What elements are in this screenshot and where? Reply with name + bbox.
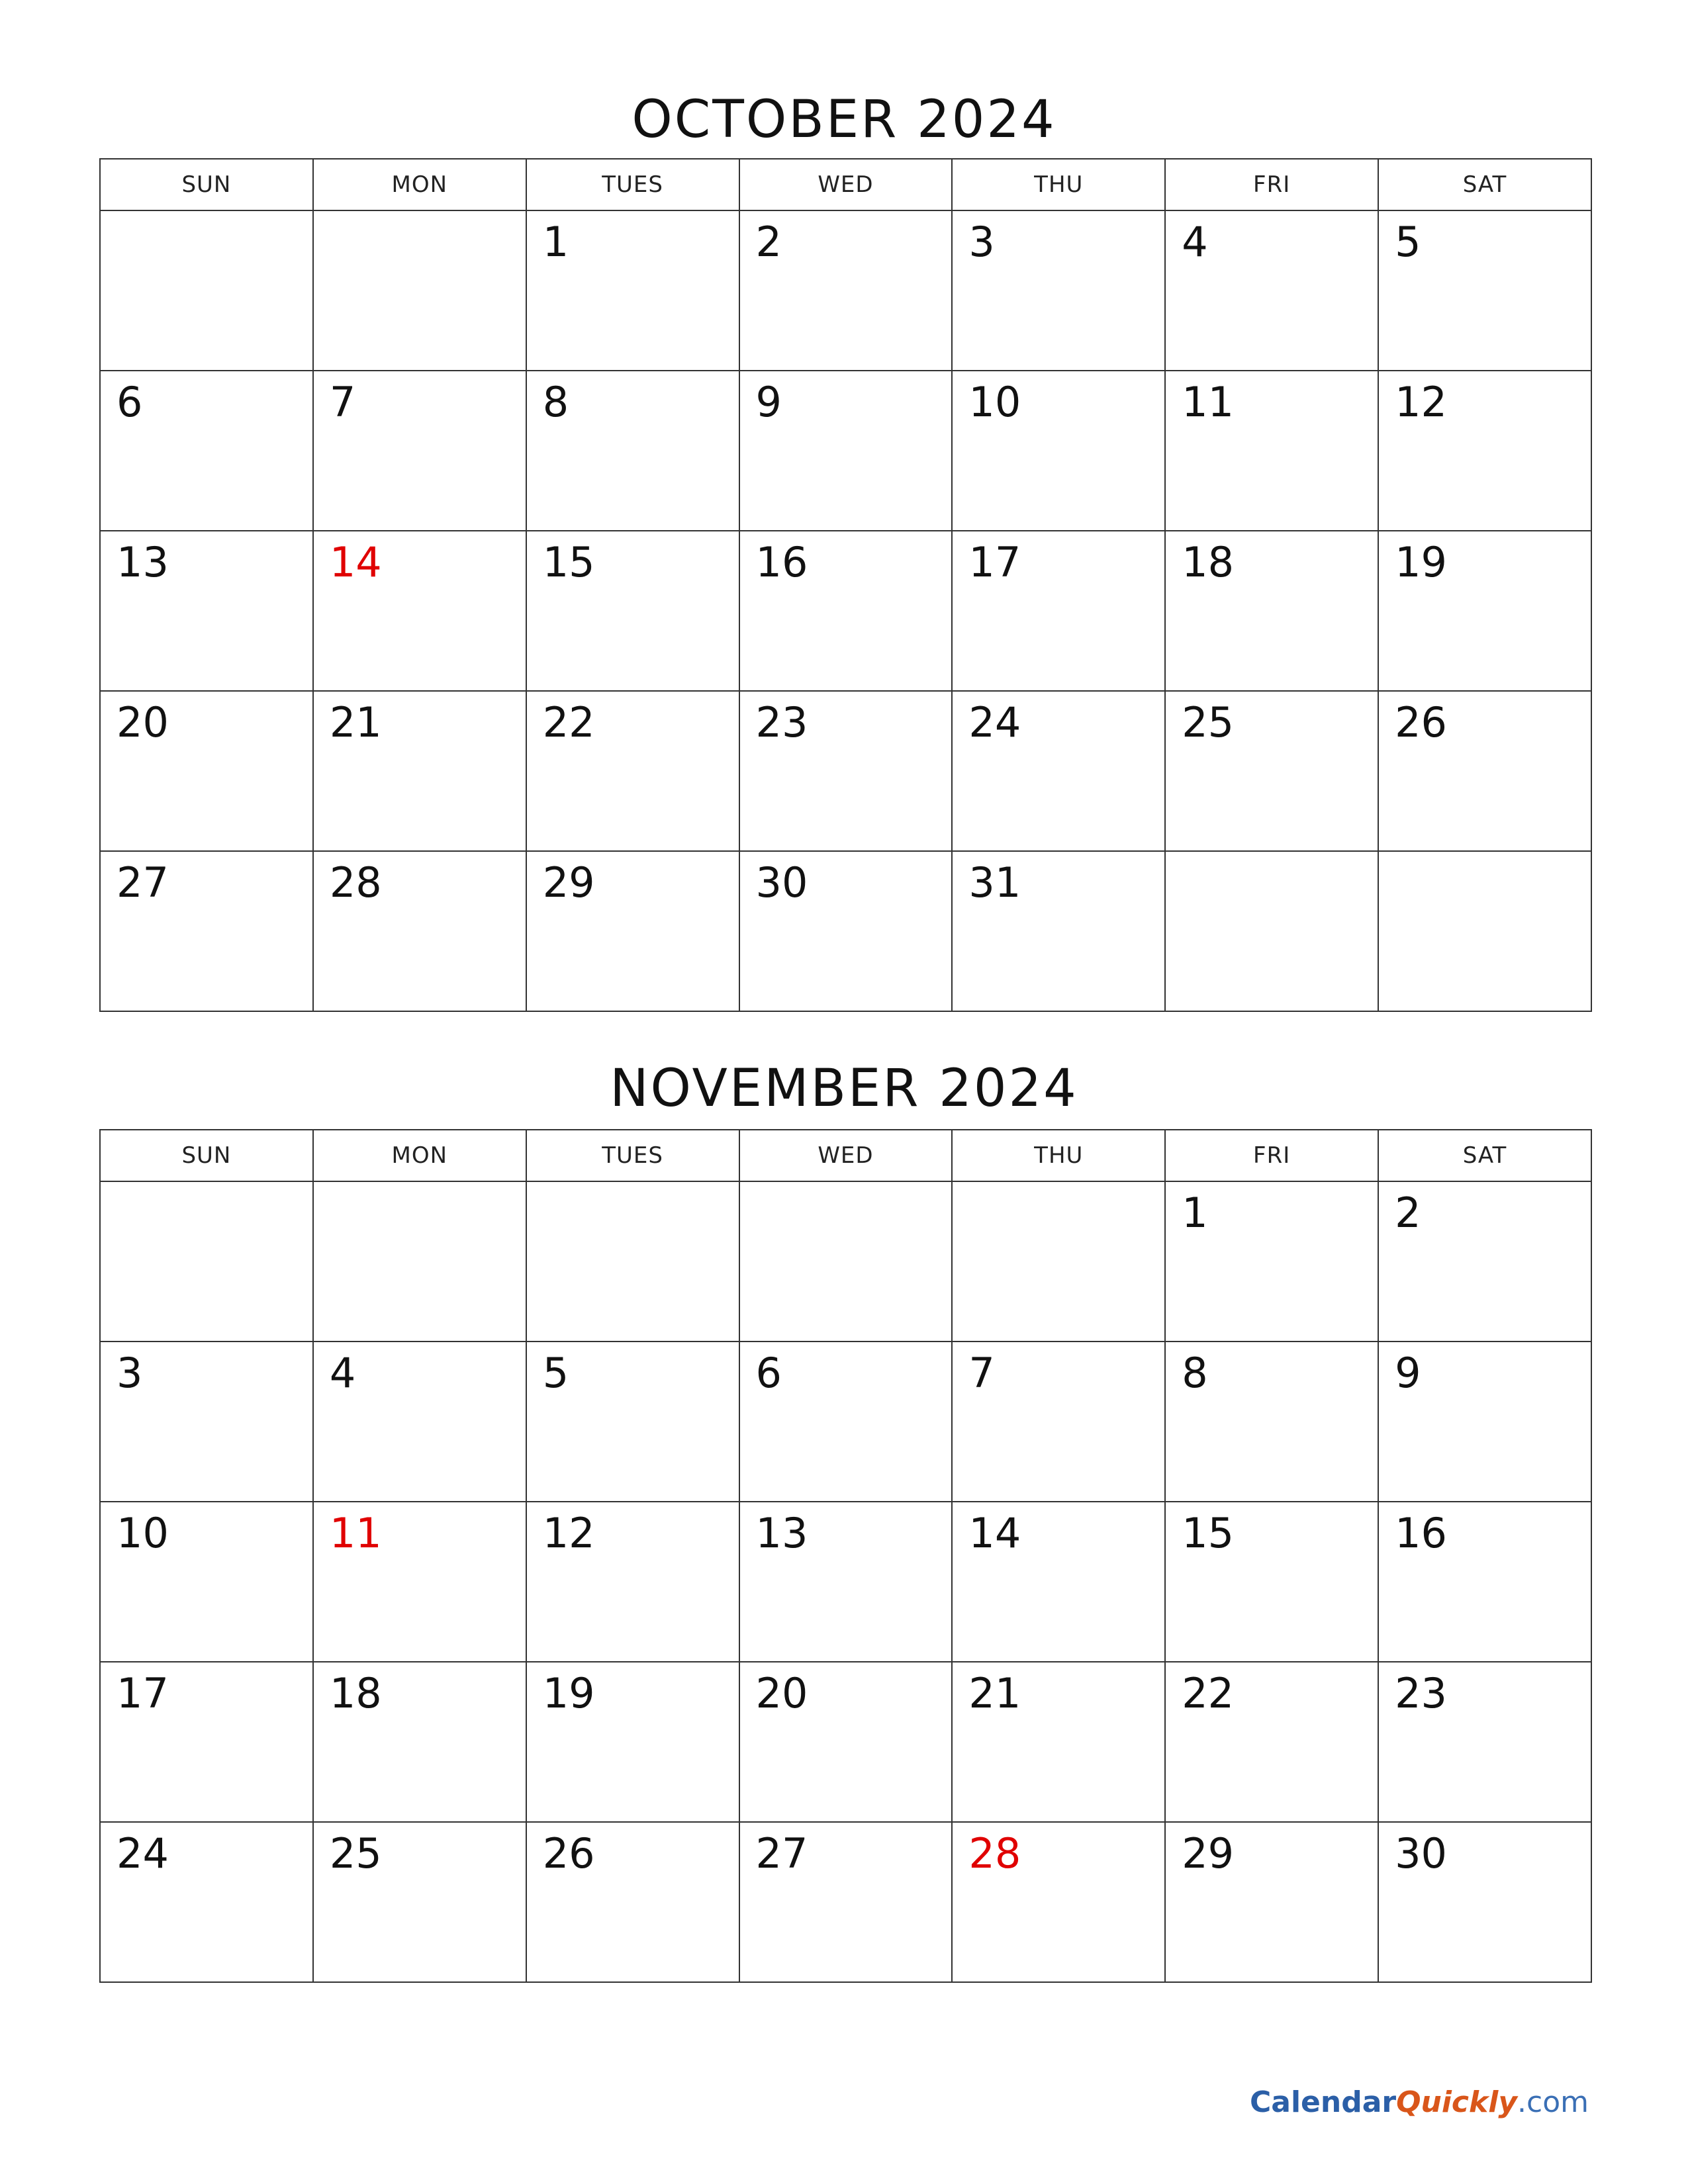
day-cell xyxy=(1378,371,1591,531)
day-cell xyxy=(1165,691,1378,851)
day-cell xyxy=(526,691,739,851)
day-cell xyxy=(1165,1822,1378,1982)
weekday-sun: SUN xyxy=(100,1130,313,1181)
day-number: 9 xyxy=(755,378,782,426)
day-cell xyxy=(313,1822,526,1982)
day-number: 7 xyxy=(329,378,356,426)
day-cell xyxy=(739,691,953,851)
day-cell xyxy=(526,1181,739,1342)
day-cell xyxy=(526,1342,739,1502)
week-row xyxy=(100,531,1591,691)
day-number: 17 xyxy=(117,1669,169,1717)
day-cell xyxy=(313,1502,526,1662)
october-month-title: OCTOBER 2024 xyxy=(632,90,1056,150)
day-cell xyxy=(952,1502,1165,1662)
day-cell xyxy=(952,1181,1165,1342)
day-number: 13 xyxy=(117,538,169,586)
holiday-day-number: 14 xyxy=(329,538,382,586)
day-cell xyxy=(952,1662,1165,1822)
day-cell xyxy=(739,371,953,531)
brand-logo-part-domain: .com xyxy=(1517,2085,1589,2119)
day-cell xyxy=(739,531,953,691)
day-number: 26 xyxy=(1395,698,1447,747)
weekday-wed: WED xyxy=(739,1130,953,1181)
brand-logo-part-calendar: Calendar xyxy=(1249,2085,1397,2119)
holiday-day-number: 28 xyxy=(968,1829,1021,1878)
day-cell xyxy=(739,1342,953,1502)
day-cell xyxy=(1165,1181,1378,1342)
day-number: 29 xyxy=(1182,1829,1235,1878)
day-number: 30 xyxy=(755,858,808,907)
day-cell xyxy=(1165,210,1378,371)
day-number: 16 xyxy=(1395,1509,1447,1557)
november-calendar-grid xyxy=(99,1129,1592,1983)
day-cell xyxy=(952,531,1165,691)
day-number: 6 xyxy=(755,1349,782,1397)
day-number: 12 xyxy=(1395,378,1447,426)
october-calendar-grid xyxy=(99,158,1592,1012)
day-number: 5 xyxy=(1395,218,1421,266)
day-cell xyxy=(100,1342,313,1502)
day-number: 15 xyxy=(1182,1509,1235,1557)
day-number: 17 xyxy=(968,538,1021,586)
weekday-mon: MON xyxy=(313,159,526,210)
day-number: 12 xyxy=(542,1509,595,1557)
day-number: 1 xyxy=(542,218,569,266)
day-number: 15 xyxy=(542,538,595,586)
day-cell xyxy=(526,371,739,531)
day-cell xyxy=(526,1822,739,1982)
day-number: 19 xyxy=(1395,538,1447,586)
day-number: 22 xyxy=(1182,1669,1235,1717)
day-number: 20 xyxy=(117,698,169,747)
day-cell xyxy=(952,1342,1165,1502)
day-number: 16 xyxy=(755,538,808,586)
day-cell xyxy=(100,1502,313,1662)
day-number: 1 xyxy=(1182,1189,1208,1237)
day-cell xyxy=(1165,371,1378,531)
day-cell xyxy=(1378,210,1591,371)
week-row xyxy=(100,1822,1591,1982)
weekday-header-row xyxy=(100,159,1591,210)
day-number: 26 xyxy=(542,1829,595,1878)
day-cell xyxy=(100,531,313,691)
day-number: 29 xyxy=(542,858,595,907)
day-cell xyxy=(1165,1502,1378,1662)
holiday-day-number: 11 xyxy=(329,1509,382,1557)
day-cell xyxy=(1378,851,1591,1011)
day-number xyxy=(314,1182,526,1189)
week-row xyxy=(100,210,1591,371)
day-number: 4 xyxy=(329,1349,356,1397)
day-cell xyxy=(526,531,739,691)
day-number xyxy=(101,1182,312,1189)
day-number: 28 xyxy=(329,858,382,907)
day-number xyxy=(101,211,312,218)
day-cell xyxy=(526,1502,739,1662)
day-cell xyxy=(313,371,526,531)
day-number xyxy=(314,211,526,218)
day-cell xyxy=(739,1502,953,1662)
weekday-thu: THU xyxy=(952,159,1165,210)
day-cell xyxy=(100,1181,313,1342)
day-cell xyxy=(526,210,739,371)
day-cell xyxy=(1378,531,1591,691)
weekday-sat: SAT xyxy=(1378,1130,1591,1181)
day-cell xyxy=(952,371,1165,531)
day-number: 27 xyxy=(755,1829,808,1878)
week-row xyxy=(100,371,1591,531)
day-number: 5 xyxy=(542,1349,569,1397)
day-cell xyxy=(313,691,526,851)
day-cell xyxy=(526,851,739,1011)
day-number: 21 xyxy=(329,698,382,747)
day-cell xyxy=(739,1822,953,1982)
day-number: 14 xyxy=(968,1509,1021,1557)
day-cell xyxy=(313,1342,526,1502)
week-row xyxy=(100,1662,1591,1822)
day-number: 24 xyxy=(968,698,1021,747)
week-row xyxy=(100,1181,1591,1342)
day-cell xyxy=(100,1822,313,1982)
day-cell xyxy=(739,210,953,371)
day-number: 10 xyxy=(968,378,1021,426)
day-cell xyxy=(313,210,526,371)
day-cell xyxy=(313,531,526,691)
weekday-header-row xyxy=(100,1130,1591,1181)
day-number: 13 xyxy=(755,1509,808,1557)
day-cell xyxy=(739,851,953,1011)
day-number xyxy=(527,1182,739,1189)
day-cell xyxy=(739,1181,953,1342)
day-number: 25 xyxy=(1182,698,1235,747)
day-cell xyxy=(1378,691,1591,851)
day-number: 18 xyxy=(1182,538,1235,586)
day-cell xyxy=(952,210,1165,371)
day-number: 22 xyxy=(542,698,595,747)
weekday-wed: WED xyxy=(739,159,953,210)
day-cell xyxy=(313,1181,526,1342)
day-number: 27 xyxy=(117,858,169,907)
day-number: 31 xyxy=(968,858,1021,907)
brand-logo-part-quickly: Quickly xyxy=(1396,2085,1518,2119)
week-row xyxy=(100,1342,1591,1502)
day-number: 21 xyxy=(968,1669,1021,1717)
day-cell xyxy=(313,851,526,1011)
day-number: 7 xyxy=(968,1349,995,1397)
day-number xyxy=(740,1182,952,1189)
day-number: 10 xyxy=(117,1509,169,1557)
weekday-tues: TUES xyxy=(526,1130,739,1181)
day-number: 25 xyxy=(329,1829,382,1878)
day-cell xyxy=(100,371,313,531)
day-number: 2 xyxy=(755,218,782,266)
day-number: 8 xyxy=(1182,1349,1208,1397)
day-cell xyxy=(313,1662,526,1822)
day-number: 4 xyxy=(1182,218,1208,266)
weekday-sun: SUN xyxy=(100,159,313,210)
day-number: 3 xyxy=(117,1349,143,1397)
day-cell xyxy=(1165,1662,1378,1822)
day-number xyxy=(953,1182,1164,1189)
day-number: 23 xyxy=(1395,1669,1447,1717)
day-cell xyxy=(100,851,313,1011)
day-cell xyxy=(1378,1822,1591,1982)
brand-logo[interactable] xyxy=(1249,2085,1589,2119)
week-row xyxy=(100,691,1591,851)
weekday-mon: MON xyxy=(313,1130,526,1181)
november-month-title: NOVEMBER 2024 xyxy=(610,1059,1078,1118)
day-cell xyxy=(100,210,313,371)
day-cell xyxy=(1378,1342,1591,1502)
day-number: 24 xyxy=(117,1829,169,1878)
weekday-fri: FRI xyxy=(1165,159,1378,210)
day-number: 6 xyxy=(117,378,143,426)
day-number: 23 xyxy=(755,698,808,747)
day-number: 18 xyxy=(329,1669,382,1717)
day-cell xyxy=(1378,1662,1591,1822)
day-number: 8 xyxy=(542,378,569,426)
day-number xyxy=(1166,852,1378,858)
day-cell xyxy=(952,1822,1165,1982)
week-row xyxy=(100,851,1591,1011)
day-number: 3 xyxy=(968,218,995,266)
day-number: 19 xyxy=(542,1669,595,1717)
day-cell xyxy=(952,691,1165,851)
day-number: 2 xyxy=(1395,1189,1421,1237)
week-row xyxy=(100,1502,1591,1662)
day-cell xyxy=(1165,851,1378,1011)
day-cell xyxy=(1165,1342,1378,1502)
weekday-tues: TUES xyxy=(526,159,739,210)
day-cell xyxy=(739,1662,953,1822)
day-cell xyxy=(952,851,1165,1011)
day-cell xyxy=(526,1662,739,1822)
day-cell xyxy=(100,1662,313,1822)
day-number: 20 xyxy=(755,1669,808,1717)
day-number: 30 xyxy=(1395,1829,1447,1878)
day-number: 11 xyxy=(1182,378,1235,426)
day-number: 9 xyxy=(1395,1349,1421,1397)
weekday-sat: SAT xyxy=(1378,159,1591,210)
day-cell xyxy=(1165,531,1378,691)
day-cell xyxy=(1378,1181,1591,1342)
weekday-fri: FRI xyxy=(1165,1130,1378,1181)
day-cell xyxy=(1378,1502,1591,1662)
weekday-thu: THU xyxy=(952,1130,1165,1181)
day-cell xyxy=(100,691,313,851)
day-number xyxy=(1379,852,1591,858)
